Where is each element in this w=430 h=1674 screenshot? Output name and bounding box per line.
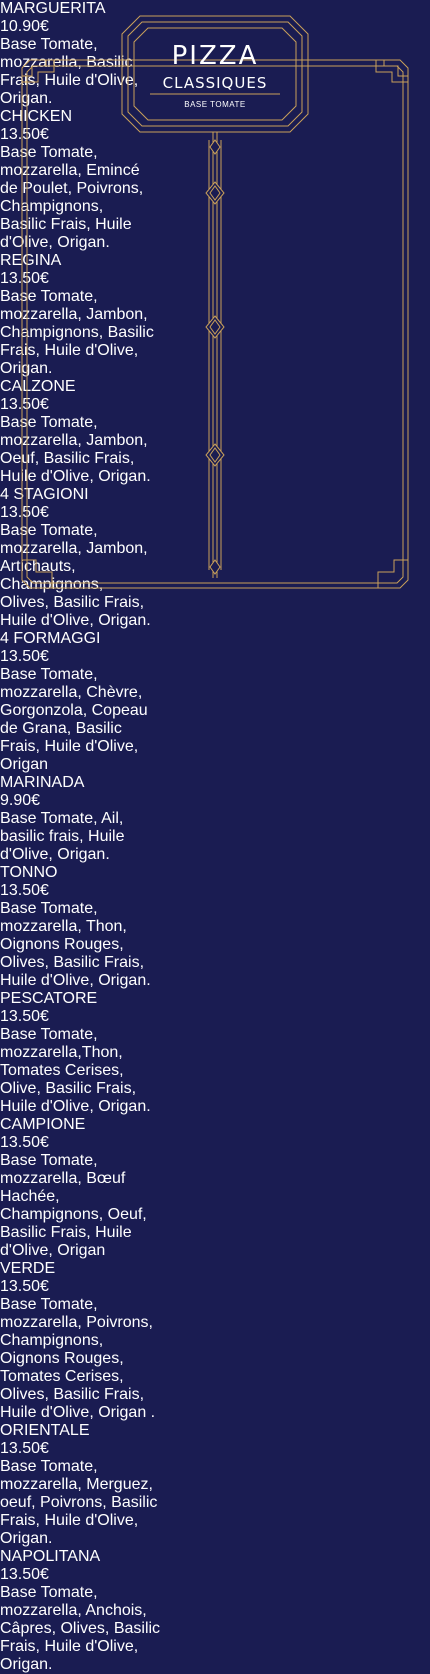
menu-item-description: Base Tomate, mozzarella, Basilic Frais, Huile d'Olive, Origan.: [0, 36, 139, 107]
menu-item-price: 9.90€: [0, 792, 41, 809]
menu-item-name: ORIENTALE: [0, 1422, 90, 1439]
menu-item-description: Base Tomate, mozzarella, Bœuf Hachée, Champignons, Oeuf, Basilic Frais, Huile d'Olive, Origan: [0, 1152, 147, 1259]
menu-item-description: Base Tomate, mozzarella, Chèvre, Gorgonzola, Copeau de Grana, Basilic Frais, Huile d'Olive, Origan: [0, 666, 148, 773]
menu-item-price: 13.50€: [0, 504, 49, 521]
menu-item-price: 13.50€: [0, 126, 49, 143]
base-label: BASE TOMATE: [184, 100, 246, 109]
menu-item-name: 4 STAGIONI: [0, 486, 89, 503]
menu-item-price: 13.50€: [0, 270, 49, 287]
page-title: PIZZA: [171, 41, 259, 71]
menu-item-name: PESCATORE: [0, 990, 98, 1007]
menu-item-name: 4 FORMAGGI: [0, 630, 101, 647]
menu-item-price: 13.50€: [0, 1278, 49, 1295]
menu-item-name: MARINADA: [0, 774, 85, 791]
menu-item-description: Base Tomate, mozzarella, Anchois, Câpres, Olives, Basilic Frais, Huile d'Olive, Origan.: [0, 1584, 161, 1673]
page-subtitle: CLASSIQUES: [162, 74, 268, 92]
menu-item-description: Base Tomate, mozzarella, Jambon, Artichauts, Champignons, Olives, Basilic Frais, Huile d'Olive, Origan.: [0, 522, 151, 629]
menu-item-description: Base Tomate, mozzarella, Poivrons, Champignons, Oignons Rouges, Tomates Cerises, Olives, Basilic Frais, Huile d'Olive, Origan .: [0, 1296, 156, 1421]
menu-item-name: CHICKEN: [0, 108, 73, 125]
menu-item-description: Base Tomate, Ail, basilic frais, Huile d'Olive, Origan.: [0, 810, 125, 863]
menu-item-price: 10.90€: [0, 18, 49, 35]
menu-item-price: 13.50€: [0, 1134, 49, 1151]
menu-item-price: 13.50€: [0, 1008, 49, 1025]
menu-item-price: 13.50€: [0, 1566, 49, 1583]
menu-item-name: MARGUERITA: [0, 0, 106, 17]
menu-item-price: 13.50€: [0, 396, 49, 413]
menu-item-name: REGINA: [0, 252, 62, 269]
menu-item-name: NAPOLITANA: [0, 1548, 101, 1565]
menu-item-description: Base Tomate, mozzarella, Merguez, oeuf, Poivrons, Basilic Frais, Huile d'Olive, Origan.: [0, 1458, 158, 1547]
menu-item-name: CALZONE: [0, 378, 76, 395]
menu-item-price: 13.50€: [0, 1440, 49, 1457]
menu-item-name: CAMPIONE: [0, 1116, 86, 1133]
menu-item-description: Base Tomate, mozzarella, Emincé de Poulet, Poivrons, Champignons, Basilic Frais, Huile d'Olive, Origan.: [0, 144, 144, 251]
menu-item-name: VERDE: [0, 1260, 56, 1277]
menu-item-price: 13.50€: [0, 882, 49, 899]
menu-item-description: Base Tomate, mozzarella, Thon, Oignons Rouges, Olives, Basilic Frais, Huile d'Olive, Origan.: [0, 900, 151, 989]
menu-item-description: Base Tomate, mozzarella,Thon, Tomates Cerises, Olive, Basilic Frais, Huile d'Olive, Origan.: [0, 1026, 151, 1115]
menu-item-description: Base Tomate, mozzarella, Jambon, Oeuf, Basilic Frais, Huile d'Olive, Origan.: [0, 414, 151, 485]
menu-item-description: Base Tomate, mozzarella, Jambon, Champignons, Basilic Frais, Huile d'Olive, Origan.: [0, 288, 154, 377]
title-plaque: [130, 30, 300, 118]
menu-item-price: 13.50€: [0, 648, 49, 665]
menu-item-name: TONNO: [0, 864, 58, 881]
